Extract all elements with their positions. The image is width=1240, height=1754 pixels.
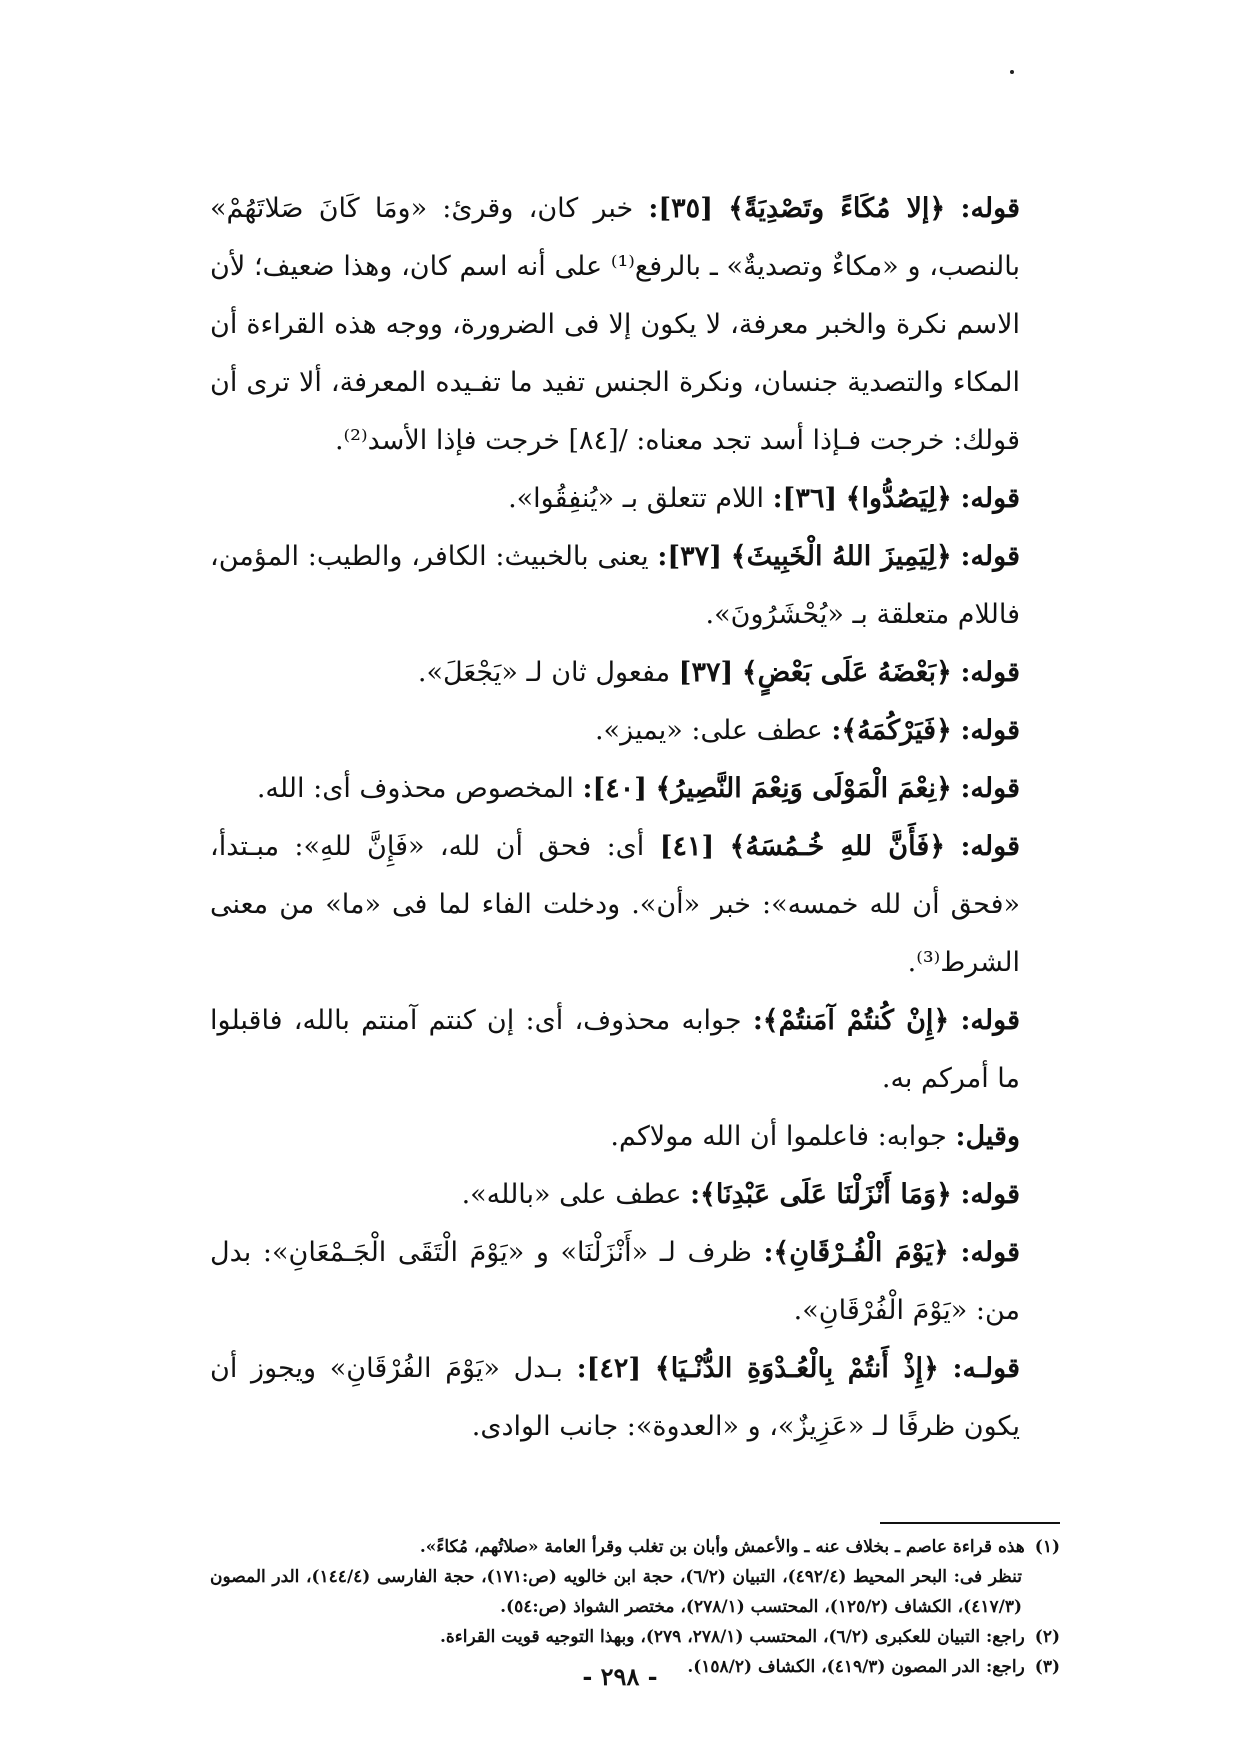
footnote-2 [210, 1622, 1060, 1652]
quran-quote: ﴿وَمَا أَنْزَلْنَا عَلَى عَبْدِنَا﴾: [690, 1179, 952, 1210]
paragraph-lead: قوله: [960, 483, 1020, 514]
quran-quote: ﴿إلا مُكَاءً وتَصْدِيَةً﴾ [728, 193, 946, 224]
paragraph-text: ظرف لـ «أَنْزَلْنَا» و «يَوْمَ الْتَقَى الْجَـمْعَانِ»: بدل من: «يَوْمَ الْفُرْقَانِ». [210, 1237, 1020, 1326]
paragraph-text: خبر كان، وقرئ: «ومَا كَانَ صَلاتَهُمْ» بالنصب، و «مكاءٌ وتصديةٌ» ـ بالرفع⁽¹⁾ على أنه اسم كان، وهذا ضعيف؛ لأن الاسم نكرة والخبر معرفة، لا يكون إلا فى الضرورة، ووجه هذه القراءة أن المكاء والتصدية جنسان، ونكرة الجنس تفيد ما تفـيده المعرفة، ألا ترى أن قولك: خرجت فـإذا أسد تجد معناه: /[٨٤] خرجت فإذا الأسد⁽²⁾. [210, 193, 1020, 456]
footnotes-section [210, 1532, 1060, 1682]
paragraph-lead: قوله: [960, 541, 1021, 572]
paragraph-7 [210, 818, 1060, 992]
quran-quote: ﴿فَأَنَّ للهِ خُـمُسَهُ﴾ [729, 831, 946, 862]
quran-quote: ﴿فَيَرْكُمَهُ﴾: [831, 715, 952, 746]
paragraph-lead: قوله: [960, 1005, 1020, 1036]
footnote-number: (٣) [1034, 1657, 1060, 1677]
footnote-text: راجع: الدر المصون (٤١٩/٣)، الكشاف (١٥٨/٢). [687, 1657, 1025, 1677]
footnote-1 [210, 1532, 1060, 1562]
footnote-text: تنظر فى: البحر المحيط (٤٩٢/٤)، التبيان (٦/٢)، حجة ابن خالويه (ص:١٧١)، حجة الفارسى (١٤٤/٤)، الدر المصون (٤١٧/٣)، الكشاف (١٢٥/٢)، المحتسب (٢٧٨/١)، مختصر الشواذ (ص:٥٤). [210, 1567, 1022, 1617]
quran-quote: ﴿نِعْمَ الْمَوْلَى وَنِعْمَ النَّصِيرُ﴾ [655, 773, 952, 804]
page-number: - ٢٩٨ - [582, 1662, 658, 1691]
paragraph-2 [210, 470, 1060, 528]
paragraph-lead: قوله: [960, 193, 1021, 224]
verse-ref: [٣٦]: [772, 483, 838, 514]
verse-ref: [٤١] [659, 831, 715, 862]
paragraph-text: مفعول ثان لـ «يَجْعَلَ». [417, 657, 671, 688]
paragraph-lead: قوله: [960, 773, 1020, 804]
footnote-1-continuation [210, 1562, 1060, 1622]
verse-ref: [٤٠]: [582, 773, 648, 804]
paragraph-lead: قوله: [960, 715, 1020, 746]
quran-quote: ﴿لِيَمِيزَ اللهُ الْخَبِيثَ﴾ [730, 541, 952, 572]
footnote-divider [880, 1522, 1060, 1524]
paragraph-6 [210, 760, 1060, 818]
paragraph-lead: قوله: [960, 1179, 1020, 1210]
paragraph-11 [210, 1224, 1060, 1340]
paragraph-4 [210, 644, 1060, 702]
main-text-body [210, 180, 1060, 1456]
paragraph-8 [210, 992, 1060, 1108]
paragraph-12 [210, 1340, 1060, 1456]
paragraph-10 [210, 1166, 1060, 1224]
quran-quote: ﴿بَعْضَهُ عَلَى بَعْضٍ﴾ [741, 657, 952, 688]
paragraph-lead: قوله: [960, 657, 1020, 688]
paragraph-text: أى: فحق أن لله، «فَإِنَّ للهِ»: مبـتدأ، «فحق أن لله خمسه»: خبر «أن». ودخلت الفاء لما فى «ما» من معنى الشرط⁽³⁾. [210, 831, 1020, 978]
footnote-number: (١) [1034, 1537, 1060, 1557]
paragraph-text: بـدل «يَوْمَ الفُرْقَانِ» ويجوز أن يكون ظرفًا لـ «عَزِيزٌ»، و «العدوة»: جانب الوادى. [210, 1353, 1020, 1442]
quran-quote: ﴿إِنْ كُنتُمْ آمَنتُمْ﴾: [752, 1005, 950, 1036]
paragraph-text: جوابه محذوف، أى: إن كنتم آمنتم بالله، فاقبلوا ما أمركم به. [210, 1005, 1020, 1094]
paragraph-3 [210, 528, 1060, 644]
paragraph-lead: قولـه: [952, 1353, 1020, 1384]
paragraph-text: المخصوص محذوف أى: الله. [256, 773, 574, 804]
paragraph-text: اللام تتعلق بـ «يُنفِقُوا». [508, 483, 764, 514]
paragraph-1 [210, 180, 1060, 470]
paragraph-text: جوابه: فاعلموا أن الله مولاكم. [610, 1121, 947, 1152]
footnote-number: (٢) [1034, 1627, 1060, 1647]
paragraph-lead: وقيل: [955, 1121, 1020, 1152]
footnote-text: هذه قراءة عاصم ـ بخلاف عنه ـ والأعمش وأبان بن تغلب وقرأ العامة «صلاتُهم، مُكاءً». [419, 1537, 1025, 1557]
paragraph-text: يعنى بالخبيث: الكافر، والطيب: المؤمن، فاللام متعلقة بـ «يُحْشَرُونَ». [210, 541, 1020, 630]
paragraph-text: عطف على: «يميز». [594, 715, 823, 746]
paragraph-5 [210, 702, 1060, 760]
verse-ref: [٤٢]: [576, 1353, 642, 1384]
paragraph-9 [210, 1108, 1060, 1166]
paragraph-text: عطف على «بالله». [461, 1179, 682, 1210]
quran-quote: ﴿يَوْمَ الْفُـرْقَانِ﴾: [763, 1237, 949, 1268]
footnote-text: راجع: التبيان للعكبرى (٦/٢)، المحتسب (٢٧٨/١، ٢٧٩)، وبهذا التوجيه قويت القراءة. [439, 1627, 1025, 1647]
paragraph-lead: قوله: [960, 1237, 1021, 1268]
verse-ref: [٣٥]: [648, 193, 713, 224]
stray-dot-mark [1010, 70, 1014, 74]
paragraph-lead: قوله: [960, 831, 1020, 862]
verse-ref: [٣٧] [678, 657, 734, 688]
quran-quote: ﴿لِيَصُدُّوا﴾ [845, 483, 952, 514]
verse-ref: [٣٧]: [657, 541, 722, 572]
quran-quote: ﴿إِذْ أَنتُمْ بِالْعُـدْوَةِ الدُّنْـيَا﴾ [654, 1353, 939, 1384]
